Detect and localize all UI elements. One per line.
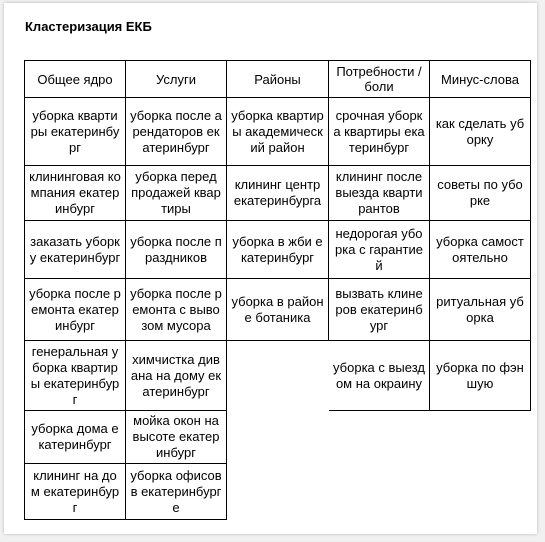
table-cell: клининг центр екатеринбурга: [227, 166, 329, 221]
table-cell: ритуальная уборка: [430, 279, 531, 341]
table-cell: уборка дома екатеринбург: [25, 411, 126, 464]
table-cell: заказать уборку екатеринбург: [25, 221, 126, 279]
table-cell: уборка по фэншую: [430, 341, 531, 411]
column-header-needs: Потребности / боли: [329, 61, 430, 98]
table-cell: химчистка дивана на дому екатеринбург: [126, 341, 227, 411]
table-cell: уборка самостоятельно: [430, 221, 531, 279]
column-header-services: Услуги: [126, 61, 227, 98]
cluster-table: [24, 60, 531, 520]
table-cell: уборка в жби екатеринбург: [227, 221, 329, 279]
table-cell: уборка квартиры академический район: [227, 98, 329, 166]
content-card: [4, 3, 537, 534]
table-cell: срочная уборка квартиры екатеринбург: [329, 98, 430, 166]
table-cell: советы по уборке: [430, 166, 531, 221]
table-cell: вызвать клинеров екатеринбург: [329, 279, 430, 341]
table-cell: уборка с выездом на окраину: [329, 341, 430, 411]
page-title: Кластеризация ЕКБ: [25, 19, 152, 34]
table-cell: уборка после ремонта екатеринбург: [25, 279, 126, 341]
column-header-core: Общее ядро: [25, 61, 126, 98]
table-cell: клининговая компания екатеринбург: [25, 166, 126, 221]
table-cell: как сделать уборку: [430, 98, 531, 166]
column-header-negative-keywords: Минус-слова: [430, 61, 531, 98]
table-cell: клининг после выезда квартирантов: [329, 166, 430, 221]
table-cell: уборка после арендаторов екатеринбург: [126, 98, 227, 166]
table-cell: уборка офисов в екатеринбурге: [126, 464, 227, 520]
table-cell: генеральная уборка квартиры екатеринбург: [25, 341, 126, 411]
table-cell: мойка окон на высоте екатеринбург: [126, 411, 227, 464]
table-cell: уборка квартиры екатеринбург: [25, 98, 126, 166]
table-cell: недорогая уборка с гарантией: [329, 221, 430, 279]
table-cell: уборка перед продажей квартиры: [126, 166, 227, 221]
column-header-districts: Районы: [227, 61, 329, 98]
table-cell: клининг на дом екатеринбург: [25, 464, 126, 520]
table-cell: уборка в районе ботаника: [227, 279, 329, 341]
table-cell: уборка после праздников: [126, 221, 227, 279]
table-cell: уборка после ремонта с вывозом мусора: [126, 279, 227, 341]
